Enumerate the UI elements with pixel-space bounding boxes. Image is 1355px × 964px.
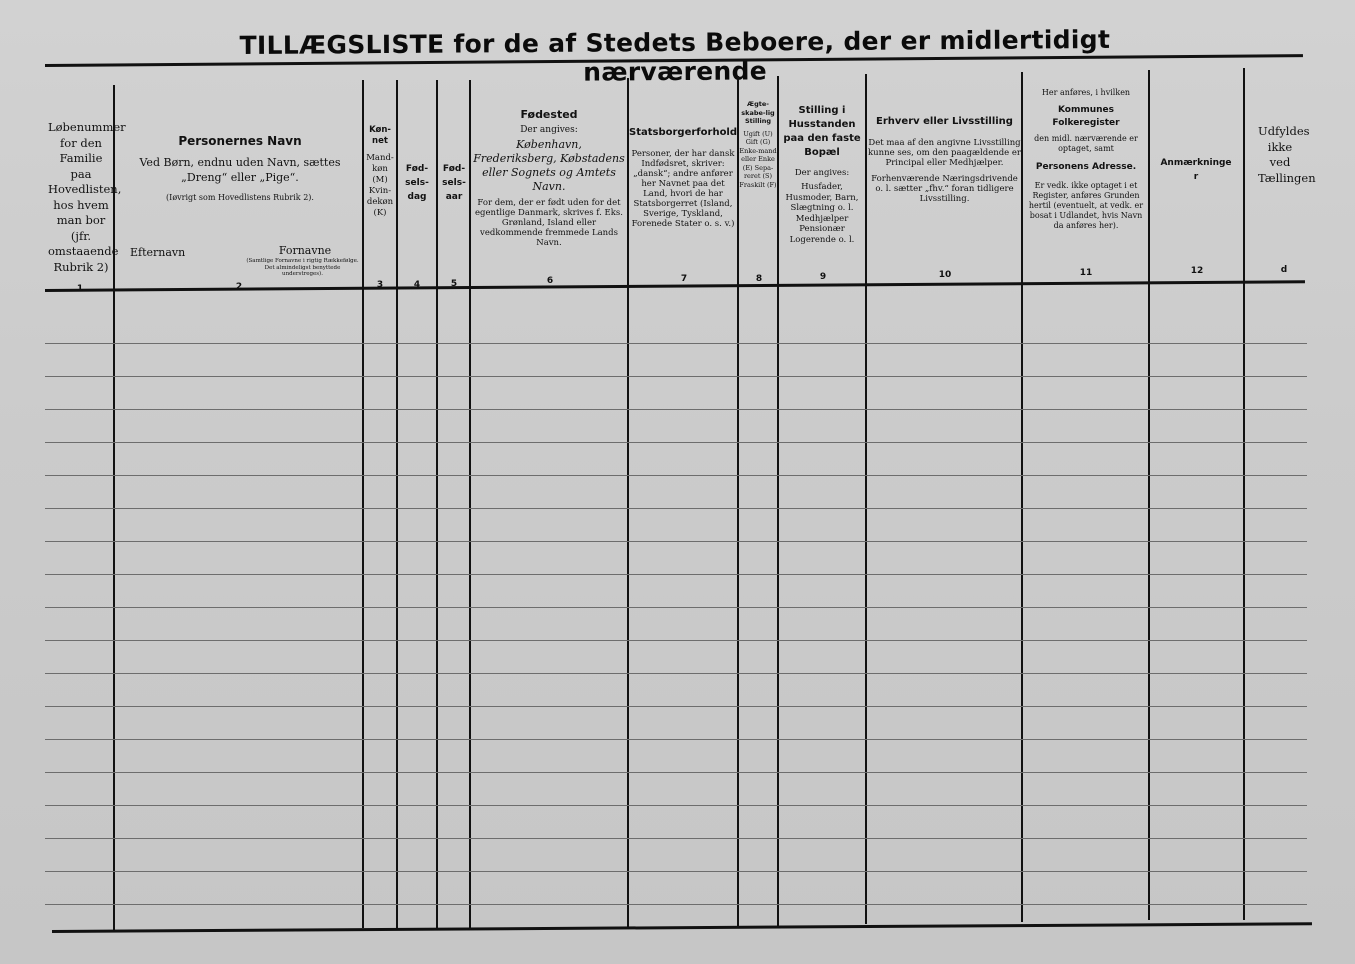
col6-sub: Der angives: — [520, 125, 578, 135]
col12-header — [1160, 156, 1232, 184]
column-divider-7 — [737, 76, 739, 926]
cold-header — [1258, 124, 1316, 186]
col7-heading: Statsborgerforhold — [629, 127, 738, 138]
col12-number: 12 — [1190, 266, 1204, 276]
col11-mid: den midl. nærværende er optaget, samt — [1034, 134, 1138, 153]
col2-note2: (Iøvrigt som Hovedlistens Rubrik 2). — [166, 193, 314, 202]
col11-header — [1024, 88, 1148, 231]
row-line — [45, 640, 1307, 641]
col11-number: 11 — [1079, 268, 1093, 278]
col9-text: Husfader, Husmoder, Barn, Slægtning o. l. Medhjælper Pensionær Logerende o. l. — [785, 182, 859, 245]
col11-heading2: Personens Adresse. — [1035, 162, 1137, 172]
col11-pre: Her anføres, i hvilken — [1041, 88, 1131, 97]
col1-number: 1 — [76, 284, 84, 294]
col2-heading: Personernes Navn — [178, 134, 302, 148]
row-line — [45, 838, 1307, 839]
col9-heading: Stilling i Husstanden paa den faste Bopæl — [783, 105, 861, 158]
row-line — [45, 376, 1307, 377]
col11-heading: Kommunes Folkeregister — [1052, 105, 1120, 128]
col8-number: 8 — [755, 274, 763, 284]
col8-text: Ugift (U) Gift (G) Enke-mand eller Enke (E) Sepa-reret (S) Fraskilt (F) — [739, 129, 777, 189]
col4-heading: Fød-sels-dag — [405, 164, 429, 202]
row-line — [45, 442, 1307, 443]
column-divider-8 — [777, 76, 779, 926]
col3-heading: Køn-net — [369, 125, 391, 146]
col2-header — [120, 133, 360, 203]
col8-heading: Ægte-skabe-lig Stilling — [741, 100, 775, 125]
col7-number: 7 — [680, 274, 688, 284]
col10-heading: Erhverv eller Livsstilling — [876, 116, 1013, 127]
col9-header — [780, 104, 864, 245]
row-line — [45, 739, 1307, 740]
col2-sub-firstname-note: (Samtlige Fornavne i rigtig Rækkefølge. Det almindeligst benyttede understreges). — [246, 258, 359, 277]
col2-note1: Ved Børn, endnu uden Navn, sættes „Dreng“ eller „Pige“. — [139, 156, 341, 184]
col10-text2: Forhenværende Næringsdrivende o. l. sætter „fhv.“ foran tidligere Livsstilling. — [871, 174, 1018, 204]
col4-number: 4 — [413, 280, 421, 290]
row-line — [45, 871, 1307, 872]
column-divider-10 — [1021, 72, 1023, 922]
row-line — [45, 607, 1307, 608]
column-divider-12 — [1243, 68, 1245, 920]
row-line — [45, 343, 1307, 344]
row-line — [45, 409, 1307, 410]
col4-header — [398, 162, 436, 204]
col2-sub-firstname: Fornavne — [278, 244, 332, 257]
column-divider-9 — [865, 74, 867, 924]
row-line — [45, 475, 1307, 476]
col8-header — [739, 100, 777, 189]
col7-text: Personer, der har dansk Indfødsret, skriver: „dansk“; andre anfører her Navnet paa det Land, hvori de har Statsborgerret (Island, Sverige, Tyskland, Forenede Stater o. s. v.) — [631, 149, 735, 229]
col2-number: 2 — [235, 282, 243, 292]
col6-italic: København, Frederiksberg, Købstadens eller Sognets og Amtets Navn. — [473, 138, 625, 193]
row-line — [45, 574, 1307, 575]
row-line — [45, 508, 1307, 509]
row-line — [45, 541, 1307, 542]
col2-sub-lastname: Efternavn — [130, 246, 186, 259]
row-line — [45, 805, 1307, 806]
form-title: TILLÆGSLISTE for de af Stedets Beboere, der er midlertidigt nærværende — [239, 24, 1111, 87]
col3-text: Mand-køn (M) Kvin-dekøn (K) — [366, 153, 394, 218]
col10-number: 10 — [938, 270, 952, 280]
column-divider-4 — [436, 80, 438, 928]
col11-text: Er vedk. ikke optaget i et Register, anføres Grunden hertil (eventuelt, at vedk. er bosat i Udlandet, hvis Navn da anføres her). — [1028, 181, 1144, 230]
row-line — [45, 772, 1307, 773]
col6-note: For dem, der er født uden for det egentlige Danmark, skrives f. Eks. Grønland, Island eller vedkommende fremmede Lands Navn. — [475, 198, 623, 248]
col12-heading: Anmærkninger — [1160, 158, 1232, 182]
col7-header — [629, 126, 737, 229]
bottom-rule — [52, 922, 1312, 933]
col1-header — [48, 120, 126, 275]
row-line — [45, 706, 1307, 707]
col6-heading: Fødested — [520, 108, 578, 121]
col3-number: 3 — [376, 280, 384, 290]
col9-sub: Der angives: — [794, 168, 850, 178]
column-divider-5 — [469, 80, 471, 928]
cold-number: d — [1280, 265, 1288, 275]
col9-number: 9 — [819, 272, 827, 282]
row-line — [45, 673, 1307, 674]
column-divider-3 — [396, 80, 398, 928]
col1-text: Løbenummer for den Familie paa Hovedlisten, hos hvem man bor (jfr. omstaaende Rubrik 2) — [48, 120, 126, 274]
cold-text: Udfyldes ikke ved Tællingen — [1258, 124, 1316, 185]
col6-number: 6 — [546, 276, 554, 286]
col10-header — [868, 114, 1021, 204]
col5-header — [438, 162, 470, 204]
col5-number: 5 — [450, 279, 458, 289]
col3-header — [364, 125, 396, 219]
col10-text1: Det maa af den angivne Livsstilling kunne ses, om den paagældende er Principal eller Medhjælper. — [868, 138, 1021, 168]
row-line — [45, 904, 1307, 905]
column-divider-11 — [1148, 70, 1150, 920]
col5-heading: Fød-sels-aar — [442, 164, 466, 202]
col6-header — [473, 108, 625, 248]
